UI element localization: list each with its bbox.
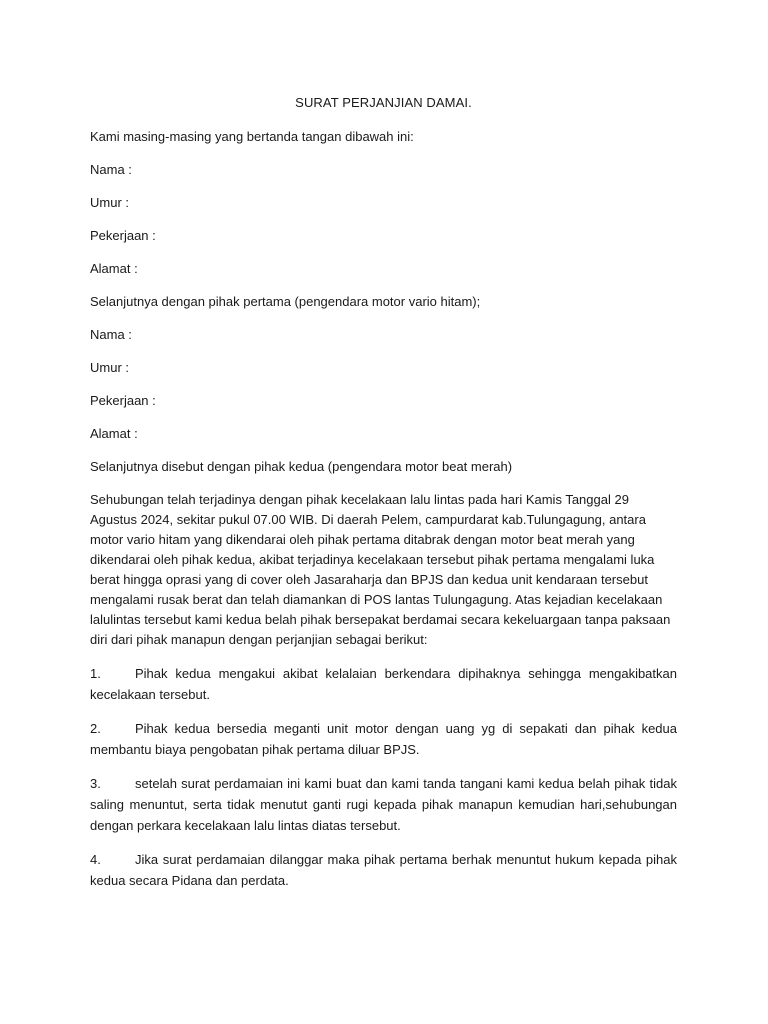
party1-occupation-field: Pekerjaan :	[90, 228, 156, 243]
agreement-item	[90, 663, 677, 705]
agreement-item-number: 4.	[90, 852, 101, 867]
agreement-item	[90, 718, 677, 760]
intro-paragraph: Kami masing-masing yang bertanda tangan dibawah ini:	[90, 129, 414, 144]
agreement-item-number: 1.	[90, 666, 101, 681]
agreement-item-text: Jika surat perdamaian dilanggar maka pihak pertama berhak menuntut hukum kepada pihak kedua secara Pidana dan perdata.	[90, 852, 677, 888]
party2-occupation-field: Pekerjaan :	[90, 393, 156, 408]
incident-paragraph: Sehubungan telah terjadinya dengan pihak kecelakaan lalu lintas pada hari Kamis Tanggal 29 Agustus 2024, sekitar pukul 07.00 WIB. Di daerah Pelem, campurdarat kab.Tulungagung, antara motor vario hitam yang dikendarai oleh pihak pertama ditabrak dengan motor beat merah yang dikendarai oleh pihak kedua, akibat terjadinya kecelakaan tersebut pihak pertama mengalami luka berat hingga oprasi yang di cover oleh Jasaraharja dan BPJS dan kedua unit kendaraan tersebut mengalami rusak berat dan telah diamankan di POS lantas Tulungagung. Atas kejadian kecelakaan lalulintas tersebut kami kedua belah pihak bersepakat berdamai secara kekeluargaan tanpa paksaan diri dari pihak manapun dengan perjanjian sebagai berikut:	[90, 492, 671, 647]
document-title: SURAT PERJANJIAN DAMAI.	[295, 95, 472, 110]
party1-address-field: Alamat :	[90, 261, 138, 276]
party2-age-field: Umur :	[90, 360, 129, 375]
party1-name-field: Nama :	[90, 162, 132, 177]
document-body	[90, 93, 677, 904]
agreement-item-text: Pihak kedua mengakui akibat kelalaian berkendara dipihaknya sehingga mengakibatkan kecelakaan tersebut.	[90, 666, 677, 702]
agreement-item-text: Pihak kedua bersedia meganti unit motor dengan uang yg di sepakati dan pihak kedua membantu biaya pengobatan pihak pertama diluar BPJS.	[90, 721, 677, 757]
party1-designation: Selanjutnya dengan pihak pertama (pengendara motor vario hitam);	[90, 294, 481, 309]
agreement-item-text: setelah surat perdamaian ini kami buat dan kami tanda tangani kami kedua belah pihak tidak saling menuntut, serta tidak menutut ganti rugi kepada pihak manapun kemudian hari,sehubungan dengan perkara kecelakaan lalu lintas diatas tersebut.	[90, 776, 677, 833]
party2-address-field: Alamat :	[90, 426, 138, 441]
agreement-item-number: 2.	[90, 721, 101, 736]
party2-designation: Selanjutnya disebut dengan pihak kedua (pengendara motor beat merah)	[90, 459, 513, 474]
agreement-item-number: 3.	[90, 776, 101, 791]
party1-age-field: Umur :	[90, 195, 129, 210]
agreement-item	[90, 773, 677, 836]
party2-name-field: Nama :	[90, 327, 132, 342]
agreement-item	[90, 849, 677, 891]
